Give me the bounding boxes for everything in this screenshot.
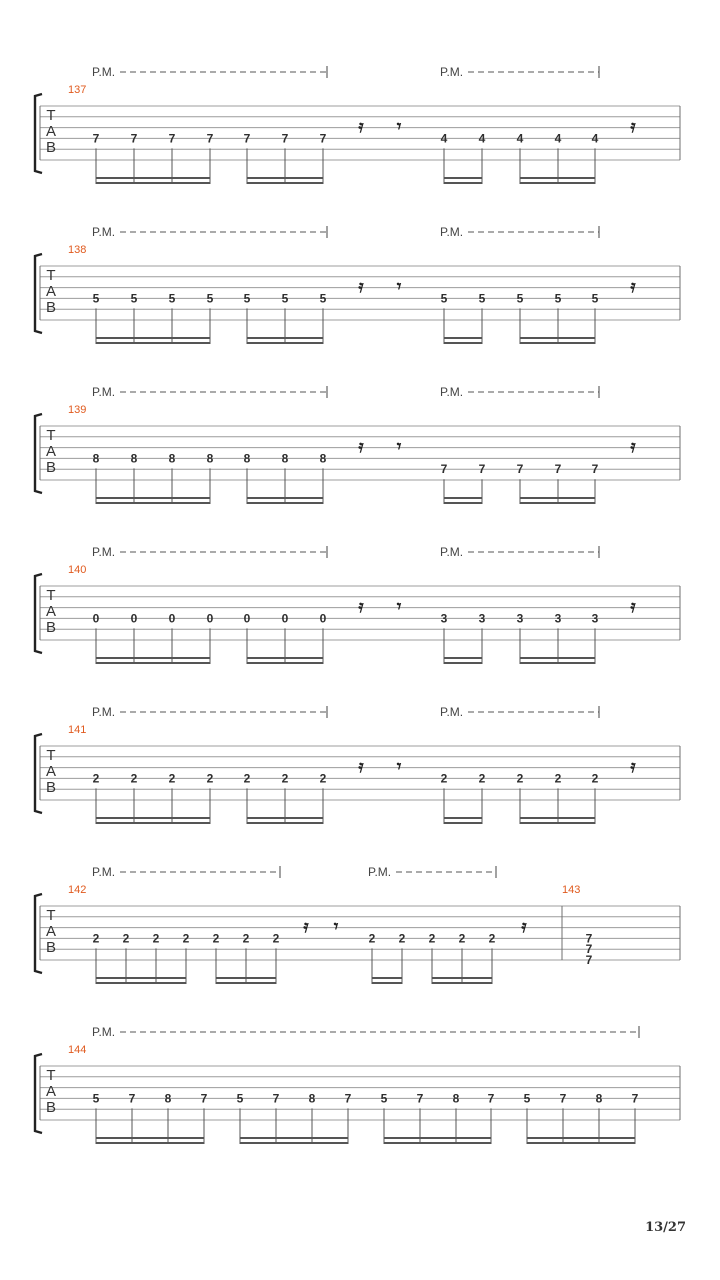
fret-number: 8: [308, 1091, 316, 1106]
fret-number: 7: [487, 1091, 495, 1106]
sixteenth-rest: 𝄿: [630, 757, 636, 777]
fret-number: 3: [554, 611, 562, 626]
fret-number: 2: [458, 931, 466, 946]
fret-number: 5: [236, 1091, 244, 1106]
sixteenth-rest: 𝄿: [630, 597, 636, 617]
fret-number: 2: [368, 931, 376, 946]
measure-number: 138: [68, 244, 87, 256]
measure-number: 137: [68, 84, 87, 96]
fret-number: 7: [243, 131, 251, 146]
fret-number: 2: [398, 931, 406, 946]
fret-number: 2: [428, 931, 436, 946]
palm-mute-label: P.M.: [92, 1025, 116, 1039]
palm-mute-label: P.M.: [440, 385, 464, 399]
fret-number: 8: [206, 451, 214, 466]
fret-number: 2: [591, 771, 599, 786]
tab-clef-a: A: [45, 1083, 57, 1100]
tab-clef-t: T: [46, 427, 56, 444]
tab-clef-a: A: [45, 603, 57, 620]
tab-clef-t: T: [46, 1067, 56, 1084]
fret-number: 2: [92, 931, 100, 946]
tab-clef-b: B: [45, 299, 57, 316]
fret-number: 7: [168, 131, 176, 146]
palm-mute-label: P.M.: [92, 865, 116, 879]
eighth-rest: 𝄾: [396, 277, 402, 297]
fret-number: 7: [631, 1091, 639, 1106]
fret-number: 7: [554, 462, 562, 477]
measure-number: 140: [68, 564, 87, 576]
sixteenth-rest: 𝄿: [630, 437, 636, 457]
palm-mute-label: P.M.: [92, 65, 116, 79]
tab-clef-b: B: [45, 939, 57, 956]
tab-clef-t: T: [46, 107, 56, 124]
fret-number: 7: [281, 131, 289, 146]
fret-number: 7: [272, 1091, 280, 1106]
fret-number: 2: [212, 931, 220, 946]
sixteenth-rest: 𝄿: [521, 917, 527, 937]
fret-number: 7: [344, 1091, 352, 1106]
fret-number: 4: [554, 131, 562, 146]
fret-number: 8: [319, 451, 327, 466]
page-number: 13/27: [645, 1220, 686, 1235]
fret-number: 3: [440, 611, 448, 626]
fret-number: 2: [168, 771, 176, 786]
fret-number: 5: [478, 291, 486, 306]
fret-number: 2: [130, 771, 138, 786]
tab-clef-t: T: [46, 907, 56, 924]
palm-mute-label: P.M.: [440, 225, 464, 239]
fret-number: 5: [243, 291, 251, 306]
fret-number: 2: [319, 771, 327, 786]
fret-number: 2: [516, 771, 524, 786]
fret-number: 4: [478, 131, 486, 146]
fret-number: 7: [319, 131, 327, 146]
fret-number: 2: [440, 771, 448, 786]
fret-number: 2: [272, 931, 280, 946]
palm-mute-label: P.M.: [92, 545, 116, 559]
fret-number: 4: [516, 131, 524, 146]
fret-number: 7: [516, 462, 524, 477]
tab-clef-a: A: [45, 123, 57, 140]
sixteenth-rest: 𝄿: [358, 437, 364, 457]
palm-mute-label: P.M.: [92, 385, 116, 399]
tab-clef-b: B: [45, 779, 57, 796]
eighth-rest: 𝄾: [396, 437, 402, 457]
fret-number: 5: [281, 291, 289, 306]
fret-number: 5: [92, 1091, 100, 1106]
fret-number: 2: [206, 771, 214, 786]
eighth-rest: 𝄾: [396, 757, 402, 777]
fret-number: 5: [591, 291, 599, 306]
fret-number: 8: [92, 451, 100, 466]
sixteenth-rest: 𝄿: [358, 117, 364, 137]
tab-clef-b: B: [45, 139, 57, 156]
fret-number: 8: [164, 1091, 172, 1106]
fret-number: 0: [130, 611, 138, 626]
measure-number: 144: [68, 1044, 87, 1056]
chord-fret-number: 7: [585, 931, 593, 946]
fret-number: 0: [206, 611, 214, 626]
palm-mute-label: P.M.: [92, 225, 116, 239]
fret-number: 3: [516, 611, 524, 626]
fret-number: 7: [559, 1091, 567, 1106]
tab-clef-t: T: [46, 587, 56, 604]
fret-number: 8: [281, 451, 289, 466]
measure-number: 139: [68, 404, 87, 416]
fret-number: 5: [168, 291, 176, 306]
palm-mute-label: P.M.: [92, 705, 116, 719]
measure-number: 143: [562, 884, 581, 896]
sixteenth-rest: 𝄿: [358, 597, 364, 617]
palm-mute-label: P.M.: [440, 705, 464, 719]
fret-number: 2: [478, 771, 486, 786]
fret-number: 7: [200, 1091, 208, 1106]
fret-number: 4: [440, 131, 448, 146]
palm-mute-label: P.M.: [440, 65, 464, 79]
fret-number: 0: [319, 611, 327, 626]
fret-number: 8: [168, 451, 176, 466]
fret-number: 2: [92, 771, 100, 786]
fret-number: 5: [516, 291, 524, 306]
fret-number: 7: [130, 131, 138, 146]
sixteenth-rest: 𝄿: [630, 277, 636, 297]
chord-fret-number: 7: [585, 953, 593, 967]
tab-clef-a: A: [45, 923, 57, 940]
fret-number: 5: [206, 291, 214, 306]
fret-number: 2: [122, 931, 130, 946]
fret-number: 3: [478, 611, 486, 626]
tab-clef-a: A: [45, 283, 57, 300]
eighth-rest: 𝄾: [396, 117, 402, 137]
fret-number: 2: [281, 771, 289, 786]
fret-number: 0: [243, 611, 251, 626]
fret-number: 7: [206, 131, 214, 146]
fret-number: 8: [130, 451, 138, 466]
fret-number: 4: [591, 131, 599, 146]
sixteenth-rest: 𝄿: [358, 277, 364, 297]
fret-number: 7: [416, 1091, 424, 1106]
fret-number: 2: [182, 931, 190, 946]
fret-number: 0: [281, 611, 289, 626]
tab-clef-t: T: [46, 747, 56, 764]
fret-number: 5: [523, 1091, 531, 1106]
fret-number: 2: [152, 931, 160, 946]
tab-clef-t: T: [46, 267, 56, 284]
fret-number: 2: [554, 771, 562, 786]
fret-number: 7: [478, 462, 486, 477]
tab-clef-b: B: [45, 619, 57, 636]
fret-number: 2: [488, 931, 496, 946]
fret-number: 7: [440, 462, 448, 477]
fret-number: 7: [128, 1091, 136, 1106]
sixteenth-rest: 𝄿: [358, 757, 364, 777]
sixteenth-rest: 𝄿: [630, 117, 636, 137]
fret-number: 8: [595, 1091, 603, 1106]
fret-number: 5: [380, 1091, 388, 1106]
fret-number: 2: [243, 771, 251, 786]
measure-number: 141: [68, 724, 87, 736]
fret-number: 5: [440, 291, 448, 306]
eighth-rest: 𝄾: [396, 597, 402, 617]
fret-number: 8: [452, 1091, 460, 1106]
fret-number: 5: [130, 291, 138, 306]
fret-number: 5: [319, 291, 327, 306]
tab-clef-b: B: [45, 1099, 57, 1116]
fret-number: 2: [242, 931, 250, 946]
tab-clef-a: A: [45, 443, 57, 460]
sixteenth-rest: 𝄿: [303, 917, 309, 937]
fret-number: 5: [92, 291, 100, 306]
tab-clef-b: B: [45, 459, 57, 476]
palm-mute-label: P.M.: [368, 865, 392, 879]
fret-number: 0: [92, 611, 100, 626]
fret-number: 7: [92, 131, 100, 146]
eighth-rest: 𝄾: [333, 917, 339, 937]
fret-number: 3: [591, 611, 599, 626]
fret-number: 0: [168, 611, 176, 626]
fret-number: 8: [243, 451, 251, 466]
tab-clef-a: A: [45, 763, 57, 780]
fret-number: 7: [591, 462, 599, 477]
measure-number: 142: [68, 884, 87, 896]
fret-number: 5: [554, 291, 562, 306]
chord-fret-number: 7: [585, 942, 593, 957]
palm-mute-label: P.M.: [440, 545, 464, 559]
